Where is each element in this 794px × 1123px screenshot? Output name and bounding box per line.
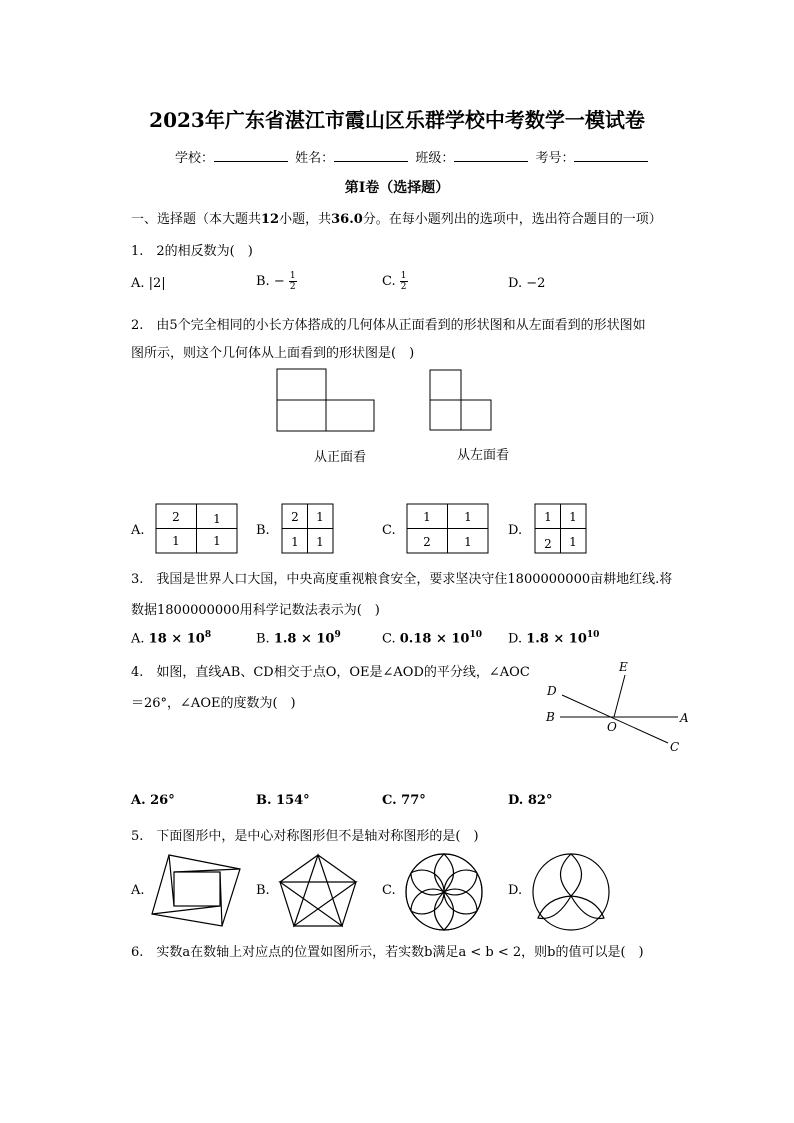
q2-option-d-grid[interactable] xyxy=(534,503,588,555)
q3-option-c[interactable] xyxy=(382,630,482,646)
q2-left-view-figure xyxy=(429,369,493,433)
volume-title: 第Ⅰ卷（选择题） xyxy=(344,180,450,196)
q2-c-cell: 1 xyxy=(464,535,472,549)
class-label: 班级： xyxy=(415,151,455,166)
q3-option-d[interactable] xyxy=(508,630,599,646)
q1-stem: 1. 2的相反数为( ) xyxy=(131,244,253,259)
q1-option-c-label: C. xyxy=(382,274,396,289)
q2-a-cell: 1 xyxy=(213,512,221,526)
q2-b-cell: 1 xyxy=(316,510,324,524)
school-blank[interactable] xyxy=(214,149,288,162)
q5-option-b-label[interactable]: B. xyxy=(256,883,270,898)
school-label: 学校： xyxy=(175,151,215,166)
q1-c-denominator: 2 xyxy=(400,282,407,292)
q4-option-d[interactable]: D. 82° xyxy=(508,793,553,808)
q2-option-a-label[interactable]: A. xyxy=(131,523,145,538)
q2-option-b-grid[interactable] xyxy=(281,503,335,555)
exam-no-blank[interactable] xyxy=(574,149,648,162)
q1-option-b-label: B. − xyxy=(256,274,285,289)
q3-d-label: D. xyxy=(508,631,523,647)
class-blank[interactable] xyxy=(454,149,528,162)
label-a: A xyxy=(680,711,689,725)
q2-stem-line2: 图所示，则这个几何体从上面看到的形状图是( ) xyxy=(131,346,415,361)
section-heading-post: 分。在每小题列出的选项中，选出符合题目的一项） xyxy=(362,212,662,227)
q5-option-a-figure[interactable] xyxy=(148,852,242,928)
q2-a-cell: 1 xyxy=(213,534,221,548)
label-d: D xyxy=(547,684,557,698)
q2-d-cell: 1 xyxy=(569,510,577,524)
q5-option-b-figure[interactable] xyxy=(276,852,360,930)
q2-option-a-grid[interactable] xyxy=(155,503,239,555)
student-info-line xyxy=(175,147,651,166)
line-cd xyxy=(562,695,668,743)
q5-option-d-label[interactable]: D. xyxy=(508,883,523,898)
q2-option-b-label[interactable]: B. xyxy=(256,523,270,538)
q1-option-c-fraction xyxy=(400,271,408,292)
q2-stem-line1: 2. 由5个完全相同的小长方体搭成的几何体从正面看到的形状图和从左面看到的形状图如 xyxy=(131,318,646,333)
q2-option-c-label[interactable]: C. xyxy=(382,523,396,538)
q5-option-c-label[interactable]: C. xyxy=(382,883,396,898)
q3-c-base: 0.18 × 10 xyxy=(399,631,470,647)
q2-c-cell: 1 xyxy=(423,510,431,524)
q2-option-d-label[interactable]: D. xyxy=(508,523,523,538)
q4-option-b[interactable]: B. 154° xyxy=(256,793,310,808)
q2-b-cell: 1 xyxy=(316,535,324,549)
q4-option-c[interactable]: C. 77° xyxy=(382,793,426,808)
q1-option-a[interactable]: A. |2| xyxy=(131,276,166,291)
q3-d-base: 1.8 × 10 xyxy=(526,631,587,647)
label-c: C xyxy=(670,740,680,754)
q3-option-b[interactable] xyxy=(256,630,341,646)
q6-stem: 6. 实数a在数轴上对应点的位置如图所示，若实数b满足a < b < 2，则b的值可以是( ) xyxy=(131,945,644,960)
section-heading-pre: 一、选择题（本大题共 xyxy=(131,212,262,227)
name-blank[interactable] xyxy=(334,149,408,162)
label-b: B xyxy=(546,710,555,724)
q1-option-b-fraction xyxy=(289,271,297,292)
q2-front-view-figure xyxy=(276,368,376,432)
q3-b-exponent: 9 xyxy=(334,630,341,640)
q3-d-exponent: 10 xyxy=(586,630,600,640)
q2-left-caption: 从左面看 xyxy=(457,448,510,463)
section-score: 36.0 xyxy=(331,212,363,227)
q2-front-caption: 从正面看 xyxy=(314,450,367,465)
q1-option-c[interactable] xyxy=(382,271,408,292)
q5-stem: 5. 下面图形中，是中心对称图形但不是轴对称图形的是( ) xyxy=(131,829,479,844)
q2-d-cell: 2 xyxy=(544,537,552,551)
q1-option-d[interactable]: D. −2 xyxy=(508,276,546,291)
q4-stem-line2: ＝26°，∠AOE的度数为( ) xyxy=(131,696,296,711)
exam-no-label: 考号： xyxy=(535,151,575,166)
q5-option-d-figure[interactable] xyxy=(530,852,612,934)
q3-c-label: C. xyxy=(382,631,396,647)
q2-d-cell: 1 xyxy=(544,510,552,524)
q1-b-denominator: 2 xyxy=(289,282,296,292)
section-heading xyxy=(131,208,662,227)
q2-b-cell: 2 xyxy=(291,510,299,524)
q3-b-base: 1.8 × 10 xyxy=(273,631,335,647)
q3-option-a[interactable] xyxy=(131,630,211,646)
q5-option-a-label[interactable]: A. xyxy=(131,883,145,898)
q2-b-cell: 1 xyxy=(291,535,299,549)
section-question-count: 12 xyxy=(261,212,280,227)
q3-stem-line2: 数据1800000000用科学记数法表示为( ) xyxy=(131,603,380,618)
q2-a-cell: 1 xyxy=(172,534,180,548)
q3-a-base: 18 × 10 xyxy=(148,631,205,647)
name-label: 姓名： xyxy=(295,151,335,166)
ray-oe xyxy=(614,675,625,717)
q1-option-b[interactable] xyxy=(256,271,297,292)
q3-a-exponent: 8 xyxy=(204,630,212,640)
page-title: 2023年广东省湛江市霞山区乐群学校中考数学一模试卷 xyxy=(149,108,645,132)
q3-a-label: A. xyxy=(131,631,145,647)
q4-stem-line1: 4. 如图，直线AB、CD相交于点O，OE是∠AOD的平分线，∠AOC xyxy=(131,665,530,680)
q4-option-a[interactable]: A. 26° xyxy=(131,793,175,808)
q2-option-c-grid[interactable] xyxy=(406,503,490,555)
q3-c-exponent: 10 xyxy=(469,630,482,640)
q2-c-cell: 1 xyxy=(464,510,472,524)
q3-b-label: B. xyxy=(256,631,270,647)
q2-c-cell: 2 xyxy=(423,535,431,549)
section-heading-mid: 小题，共 xyxy=(279,212,332,227)
label-e: E xyxy=(619,660,628,674)
q4-angle-figure xyxy=(540,655,700,760)
q1-b-numerator: 1 xyxy=(289,271,296,281)
q1-c-numerator: 1 xyxy=(400,271,407,281)
q2-d-cell: 1 xyxy=(569,535,577,549)
label-o: O xyxy=(607,720,617,734)
q5-option-c-figure[interactable] xyxy=(403,852,485,934)
q2-a-cell: 2 xyxy=(172,510,180,524)
q3-stem-line1: 3. 我国是世界人口大国，中央高度重视粮食安全，要求坚决守住1800000000亩耕地红线.将 xyxy=(131,572,673,587)
